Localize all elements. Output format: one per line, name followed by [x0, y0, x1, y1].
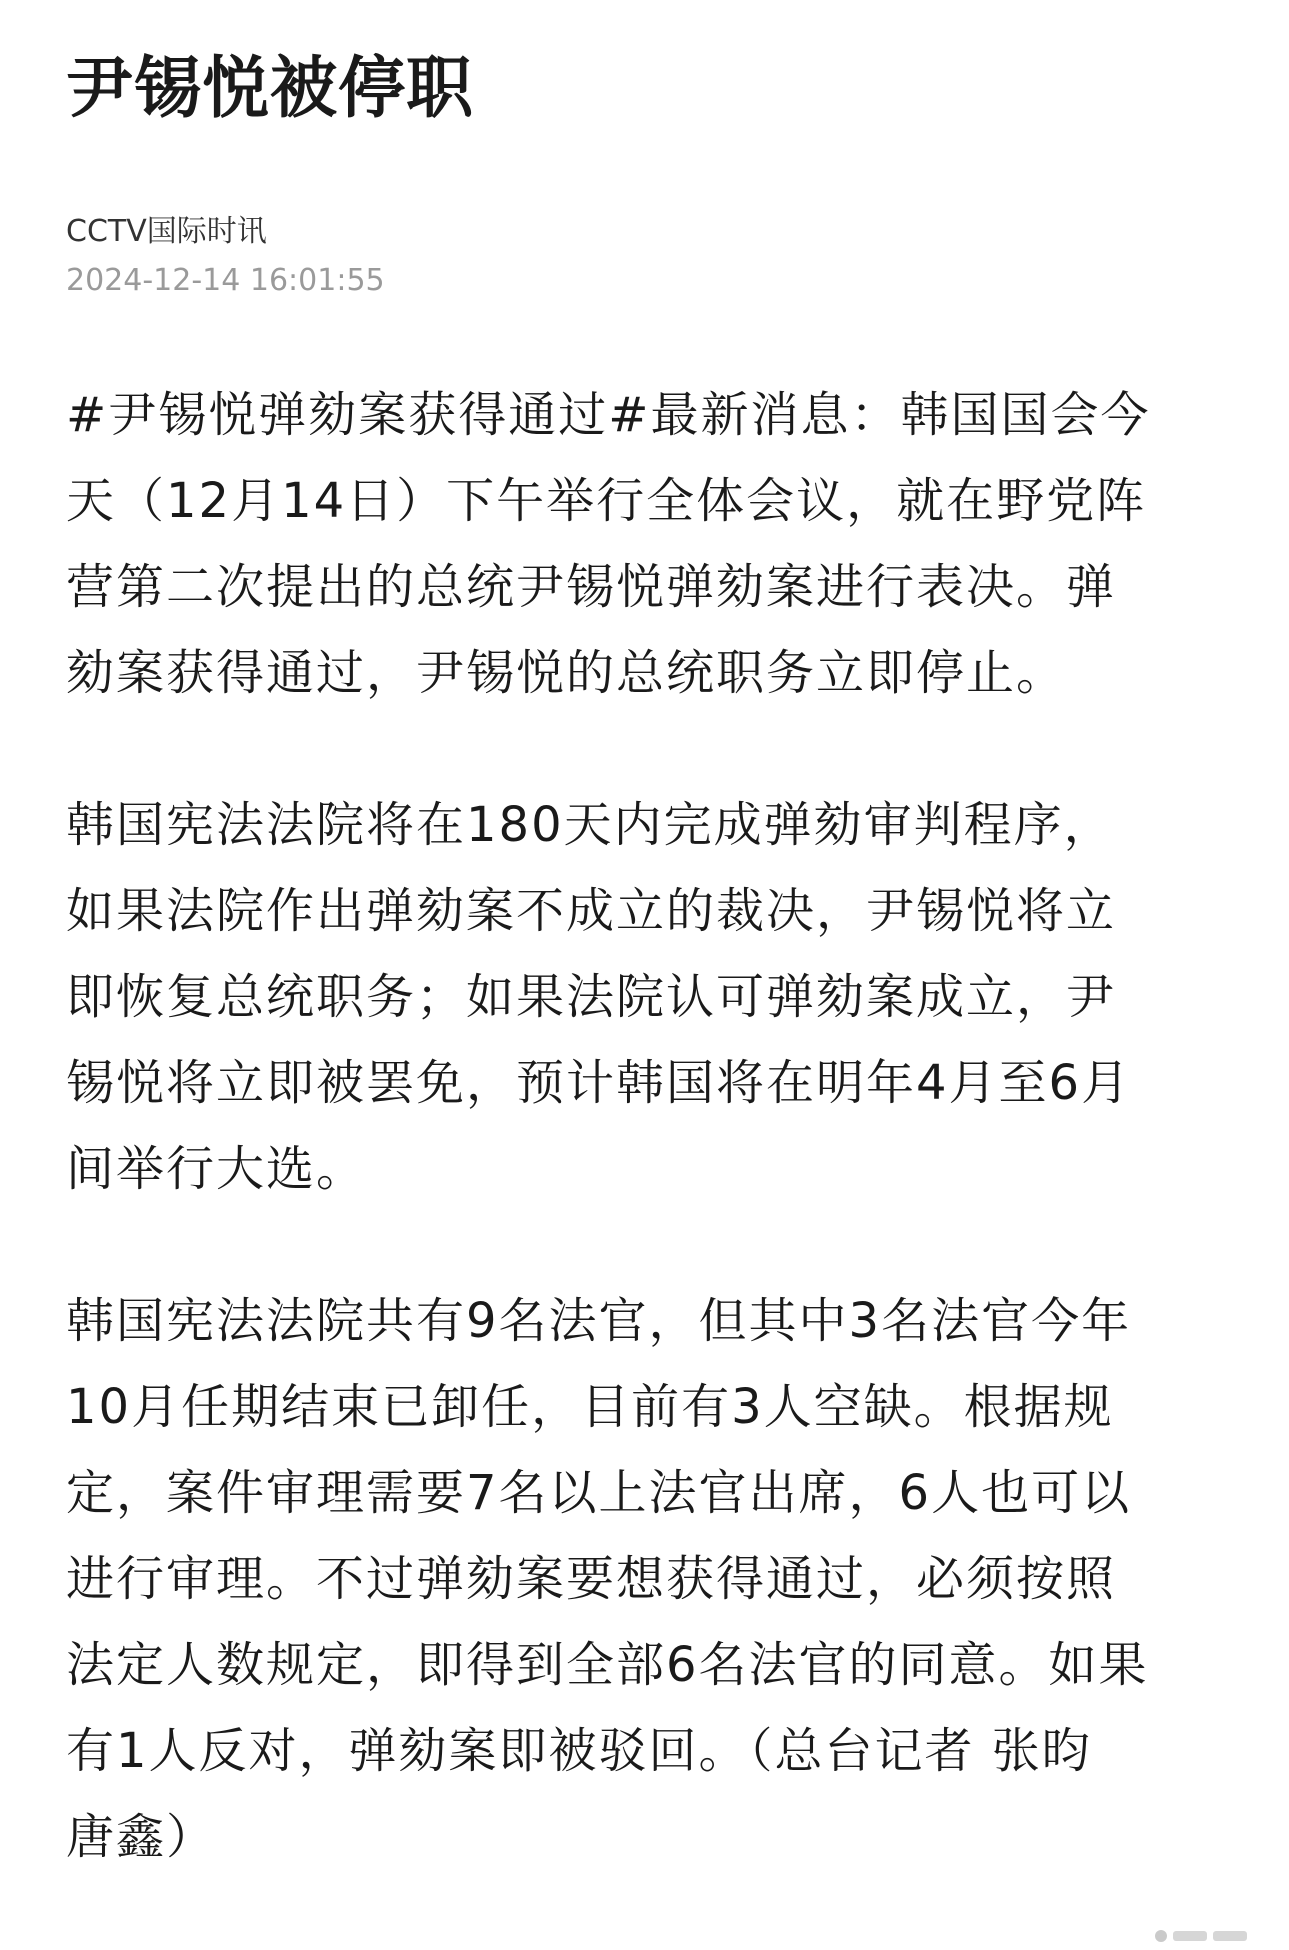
article-paragraph-3 — [66, 1278, 1246, 1880]
paragraph-line: 如果法院作出弹劾案不成立的裁决，尹锡悦将立 — [66, 883, 1117, 939]
watermark-bar-icon — [1173, 1931, 1207, 1941]
paragraph-line: 间举行大选。 — [66, 1141, 367, 1197]
paragraph-line: 法定人数规定，即得到全部6名法官的同意。如果 — [66, 1637, 1149, 1693]
paragraph-line: 即恢复总统职务；如果法院认可弹劾案成立，尹 — [66, 969, 1117, 1025]
paragraph-line: 韩国宪法法院将在180天内完成弹劾审判程序， — [66, 797, 1114, 853]
paragraph-line: 定，案件审理需要7名以上法官出席，6人也可以 — [66, 1465, 1132, 1521]
paragraph-line: 韩国宪法法院共有9名法官，但其中3名法官今年 — [66, 1293, 1132, 1349]
article-paragraph-1 — [66, 372, 1246, 716]
paragraph-line: 劾案获得通过，尹锡悦的总统职务立即停止。 — [66, 645, 1067, 701]
article-title: 尹锡悦被停职 — [66, 49, 474, 127]
paragraph-line: 进行审理。不过弹劾案要想获得通过，必须按照 — [66, 1551, 1117, 1607]
watermark-logo-icon — [1155, 1930, 1247, 1942]
paragraph-line: 营第二次提出的总统尹锡悦弹劾案进行表决。弹 — [66, 559, 1117, 615]
paragraph-line: 10月任期结束已卸任，目前有3人空缺。根据规 — [66, 1379, 1114, 1435]
paragraph-line: #尹锡悦弹劾案获得通过#最新消息：韩国国会今 — [66, 387, 1151, 443]
article-paragraph-2 — [66, 782, 1246, 1212]
paragraph-line: 天（12月14日）下午举行全体会议，就在野党阵 — [66, 473, 1147, 529]
article-body — [66, 372, 1246, 1946]
publish-timestamp: 2024-12-14 16:01:55 — [66, 263, 385, 298]
watermark-dot-icon — [1155, 1930, 1167, 1942]
author-name[interactable]: CCTV国际时讯 — [66, 214, 267, 249]
watermark-bar-icon — [1213, 1931, 1247, 1941]
paragraph-line: 有1人反对，弹劾案即被驳回。（总台记者 张昀 — [66, 1723, 1092, 1779]
paragraph-line: 锡悦将立即被罢免，预计韩国将在明年4月至6月 — [66, 1055, 1132, 1111]
paragraph-line: 唐鑫） — [66, 1809, 217, 1865]
